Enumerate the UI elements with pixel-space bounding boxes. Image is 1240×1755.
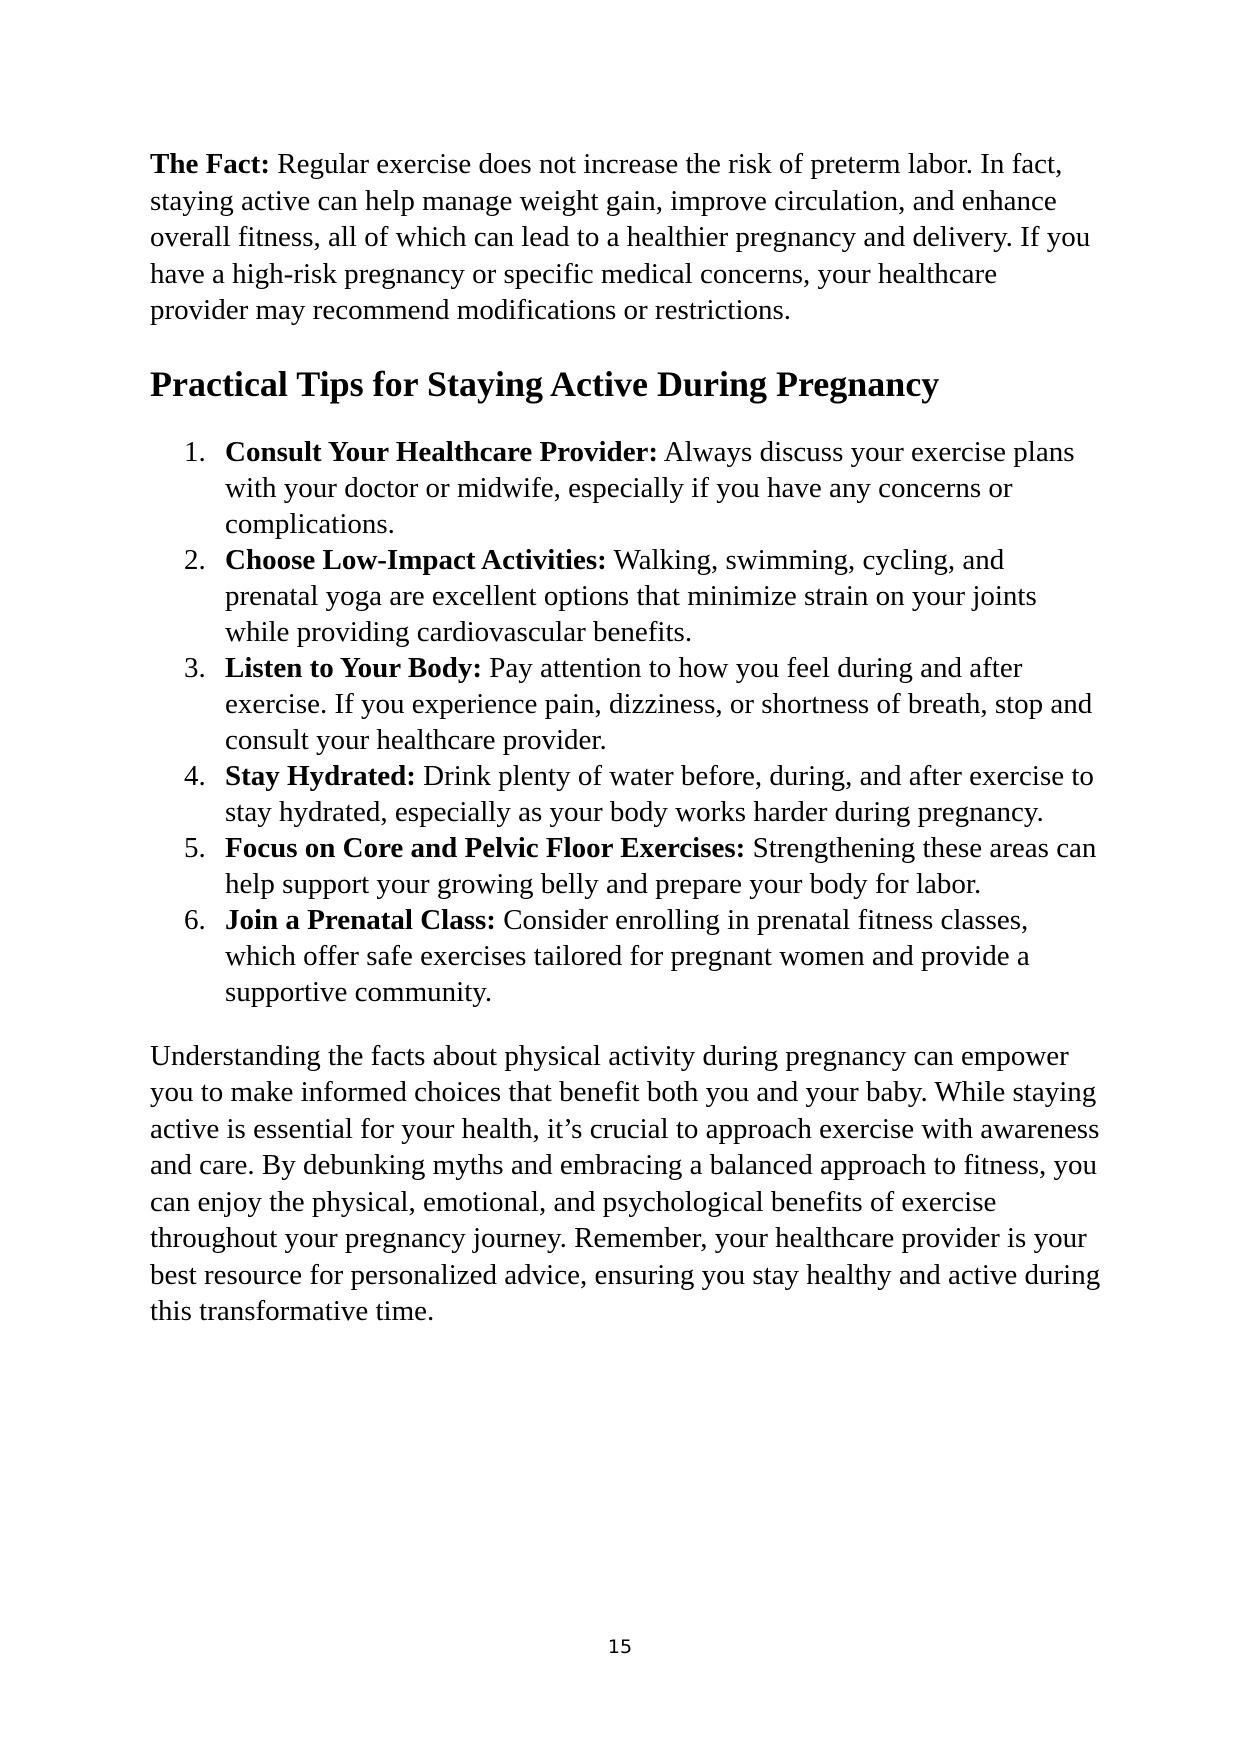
tip-title: Consult Your Healthcare Provider:	[225, 435, 659, 468]
fact-label: The Fact:	[150, 148, 270, 180]
tip-text: Drink plenty of water before, during, and after exercise to stay hydrated, especially as your body works harder during pregnancy.	[225, 759, 1094, 828]
list-item	[150, 758, 1102, 830]
tip-number: 6.	[184, 903, 206, 936]
closing-paragraph: Understanding the facts about physical activity during pregnancy can empower you to make informed choices that benefit both you and your baby. While staying active is essential for your health, it’s crucial to approach exercise with awareness and care. By debunking myths and embracing a balanced approach to fitness, you can enjoy the physical, emotional, and psychological benefits of exercise throughout your pregnancy journey. Remember, your healthcare provider is your best resource for personalized advice, ensuring you stay healthy and active during this transformative time.	[150, 1039, 1101, 1327]
section-heading: Practical Tips for Staying Active During Pregnancy	[150, 363, 940, 404]
tip-title: Join a Prenatal Class:	[225, 903, 496, 936]
tips-list	[150, 434, 1102, 1010]
list-item	[150, 830, 1102, 902]
list-item	[150, 542, 1102, 650]
list-item	[150, 434, 1102, 542]
tip-text: Strengthening these areas can help support your growing belly and prepare your body for labor.	[225, 831, 1097, 900]
tip-title: Focus on Core and Pelvic Floor Exercises:	[225, 831, 746, 864]
list-item	[150, 650, 1102, 758]
tip-text: Pay attention to how you feel during and after exercise. If you experience pain, dizziness, or shortness of breath, stop and consult your healthcare provider.	[225, 651, 1093, 756]
tip-text: Consider enrolling in prenatal fitness classes, which offer safe exercises tailored for pregnant women and provide a supportive community.	[225, 903, 1030, 1008]
tip-text: Walking, swimming, cycling, and prenatal yoga are excellent options that minimize strain on your joints while providing cardiovascular benefits.	[225, 543, 1037, 648]
tip-title: Listen to Your Body:	[225, 651, 483, 684]
page-number: 15	[607, 1636, 633, 1658]
tip-text: Always discuss your exercise plans with your doctor or midwife, especially if you have any concerns or complications.	[225, 435, 1075, 540]
tip-number: 5.	[184, 831, 206, 864]
tip-number: 4.	[184, 759, 206, 792]
list-item	[150, 902, 1102, 1010]
fact-text: Regular exercise does not increase the risk of preterm labor. In fact, staying active can help manage weight gain, improve circulation, and enhance overall fitness, all of which can lead to a healthier pregnancy and delivery. If you have a high-risk pregnancy or specific medical concerns, your healthcare provider may recommend modifications or restrictions.	[150, 148, 1091, 326]
tip-number: 3.	[184, 651, 206, 684]
tip-number: 2.	[184, 543, 206, 576]
fact-paragraph	[150, 146, 1102, 329]
tip-title: Stay Hydrated:	[225, 759, 416, 792]
tip-title: Choose Low-Impact Activities:	[225, 543, 607, 576]
page-body	[150, 146, 1102, 1330]
tip-number: 1.	[184, 435, 206, 468]
